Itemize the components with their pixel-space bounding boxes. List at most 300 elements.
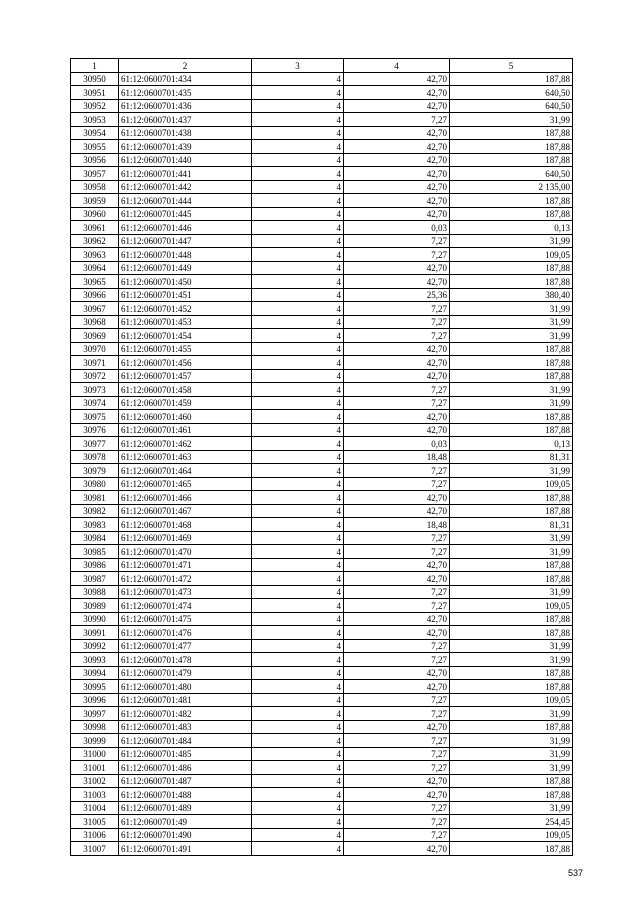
column-3-cell: 4 (252, 572, 344, 586)
page-number: 537 (567, 868, 583, 878)
cadastral-number-cell: 61:12:0600701:436 (119, 99, 252, 113)
cadastral-number-cell: 61:12:0600701:480 (119, 680, 252, 694)
cadastral-number-cell: 61:12:0600701:435 (119, 86, 252, 100)
column-3-cell: 4 (252, 828, 344, 842)
table-row (71, 464, 573, 478)
cadastral-number-cell: 61:12:0600701:469 (119, 531, 252, 545)
row-number-cell: 30989 (71, 599, 119, 613)
cadastral-number-cell: 61:12:0600701:449 (119, 261, 252, 275)
row-number-cell: 30997 (71, 707, 119, 721)
column-3-cell: 4 (252, 261, 344, 275)
row-number-cell: 31000 (71, 747, 119, 761)
column-5-cell: 187,88 (450, 612, 573, 626)
row-number-cell: 30988 (71, 585, 119, 599)
row-number-cell: 30986 (71, 558, 119, 572)
table-row (71, 572, 573, 586)
column-5-cell: 0,13 (450, 221, 573, 235)
column-3-cell: 4 (252, 774, 344, 788)
column-5-cell: 31,99 (450, 707, 573, 721)
table-row (71, 99, 573, 113)
column-4-cell: 42,70 (344, 342, 450, 356)
row-number-cell: 30951 (71, 86, 119, 100)
cadastral-number-cell: 61:12:0600701:468 (119, 518, 252, 532)
cadastral-number-cell: 61:12:0600701:462 (119, 437, 252, 451)
column-5-cell: 31,99 (450, 329, 573, 343)
column-4-cell: 7,27 (344, 707, 450, 721)
column-3-cell: 4 (252, 248, 344, 262)
cadastral-number-cell: 61:12:0600701:434 (119, 72, 252, 86)
row-number-cell: 31004 (71, 801, 119, 815)
table-row (71, 801, 573, 815)
column-3-cell: 4 (252, 815, 344, 829)
cadastral-number-cell: 61:12:0600701:49 (119, 815, 252, 829)
cadastral-number-cell: 61:12:0600701:482 (119, 707, 252, 721)
row-number-cell: 30968 (71, 315, 119, 329)
column-4-cell: 42,70 (344, 788, 450, 802)
column-5-cell: 640,50 (450, 167, 573, 181)
row-number-cell: 30980 (71, 477, 119, 491)
column-4-cell: 7,27 (344, 329, 450, 343)
column-4-cell: 42,70 (344, 275, 450, 289)
cadastral-number-cell: 61:12:0600701:456 (119, 356, 252, 370)
column-4-cell: 42,70 (344, 99, 450, 113)
column-5-cell: 380,40 (450, 288, 573, 302)
row-number-cell: 30984 (71, 531, 119, 545)
column-5-cell: 31,99 (450, 464, 573, 478)
column-5-cell: 31,99 (450, 653, 573, 667)
table-row (71, 680, 573, 694)
table-row (71, 666, 573, 680)
table-row (71, 369, 573, 383)
row-number-cell: 31003 (71, 788, 119, 802)
column-3-cell: 4 (252, 315, 344, 329)
cadastral-number-cell: 61:12:0600701:470 (119, 545, 252, 559)
column-3-cell: 4 (252, 86, 344, 100)
table-row (71, 302, 573, 316)
column-4-cell: 7,27 (344, 234, 450, 248)
column-3-cell: 4 (252, 329, 344, 343)
cadastral-number-cell: 61:12:0600701:455 (119, 342, 252, 356)
cadastral-number-cell: 61:12:0600701:459 (119, 396, 252, 410)
column-3-cell: 4 (252, 288, 344, 302)
column-5-cell: 187,88 (450, 720, 573, 734)
table-row (71, 828, 573, 842)
table-row (71, 72, 573, 86)
column-3-cell: 4 (252, 612, 344, 626)
row-number-cell: 30966 (71, 288, 119, 302)
column-5-cell: 187,88 (450, 558, 573, 572)
row-number-cell: 30950 (71, 72, 119, 86)
column-3-cell: 4 (252, 99, 344, 113)
column-3-cell: 4 (252, 167, 344, 181)
row-number-cell: 30975 (71, 410, 119, 424)
column-4-cell: 42,70 (344, 504, 450, 518)
column-5-cell: 31,99 (450, 747, 573, 761)
cadastral-number-cell: 61:12:0600701:437 (119, 113, 252, 127)
row-number-cell: 30958 (71, 180, 119, 194)
row-number-cell: 30954 (71, 126, 119, 140)
column-3-cell: 4 (252, 518, 344, 532)
cadastral-number-cell: 61:12:0600701:448 (119, 248, 252, 262)
column-3-cell: 4 (252, 788, 344, 802)
column-4-cell: 7,27 (344, 815, 450, 829)
column-3-cell: 4 (252, 653, 344, 667)
column-4-cell: 42,70 (344, 261, 450, 275)
cadastral-number-cell: 61:12:0600701:479 (119, 666, 252, 680)
table-row (71, 842, 573, 856)
column-4-cell: 42,70 (344, 167, 450, 181)
table-row (71, 180, 573, 194)
table-row (71, 734, 573, 748)
table-row (71, 639, 573, 653)
row-number-cell: 30992 (71, 639, 119, 653)
column-3-cell: 4 (252, 639, 344, 653)
column-3-cell: 4 (252, 153, 344, 167)
column-5-cell: 109,05 (450, 828, 573, 842)
cadastral-number-cell: 61:12:0600701:483 (119, 720, 252, 734)
column-3-cell: 4 (252, 126, 344, 140)
column-5-cell: 187,88 (450, 491, 573, 505)
column-4-cell: 7,27 (344, 734, 450, 748)
column-3-cell: 4 (252, 666, 344, 680)
column-4-cell: 42,70 (344, 626, 450, 640)
table-row (71, 450, 573, 464)
table-row (71, 599, 573, 613)
table-row (71, 720, 573, 734)
column-5-cell: 187,88 (450, 680, 573, 694)
column-5-cell: 187,88 (450, 842, 573, 856)
column-4-cell: 7,27 (344, 639, 450, 653)
row-number-cell: 30978 (71, 450, 119, 464)
row-number-cell: 30971 (71, 356, 119, 370)
column-5-cell: 0,13 (450, 437, 573, 451)
column-5-cell: 31,99 (450, 113, 573, 127)
column-4-cell: 0,03 (344, 437, 450, 451)
column-3-cell: 4 (252, 113, 344, 127)
table-row (71, 477, 573, 491)
column-4-cell: 42,70 (344, 180, 450, 194)
column-5-cell: 187,88 (450, 788, 573, 802)
column-4-cell: 7,27 (344, 585, 450, 599)
row-number-cell: 30977 (71, 437, 119, 451)
table-row (71, 234, 573, 248)
cadastral-number-cell: 61:12:0600701:454 (119, 329, 252, 343)
column-5-cell: 187,88 (450, 261, 573, 275)
cadastral-number-cell: 61:12:0600701:451 (119, 288, 252, 302)
table-row (71, 531, 573, 545)
column-4-cell: 42,70 (344, 423, 450, 437)
column-4-cell: 42,70 (344, 86, 450, 100)
column-5-cell: 2 135,00 (450, 180, 573, 194)
table-row (71, 261, 573, 275)
table-row (71, 167, 573, 181)
column-5-cell: 187,88 (450, 774, 573, 788)
table-row (71, 423, 573, 437)
table-row (71, 194, 573, 208)
table-row (71, 518, 573, 532)
column-5-cell: 187,88 (450, 626, 573, 640)
column-4-cell: 42,70 (344, 140, 450, 154)
cadastral-number-cell: 61:12:0600701:445 (119, 207, 252, 221)
table-row (71, 383, 573, 397)
column-3-cell: 4 (252, 842, 344, 856)
column-4-cell: 7,27 (344, 464, 450, 478)
cadastral-number-cell: 61:12:0600701:439 (119, 140, 252, 154)
column-4-cell: 7,27 (344, 248, 450, 262)
table-row (71, 275, 573, 289)
column-5-cell: 31,99 (450, 801, 573, 815)
column-4-cell: 42,70 (344, 720, 450, 734)
column-3-cell: 4 (252, 693, 344, 707)
column-3-cell: 4 (252, 680, 344, 694)
table-row (71, 761, 573, 775)
column-5-cell: 81,31 (450, 450, 573, 464)
column-5-cell: 109,05 (450, 599, 573, 613)
row-number-cell: 30957 (71, 167, 119, 181)
header-cell-4: 4 (344, 59, 450, 73)
cadastral-number-cell: 61:12:0600701:484 (119, 734, 252, 748)
table-row (71, 126, 573, 140)
column-4-cell: 7,27 (344, 828, 450, 842)
cadastral-number-cell: 61:12:0600701:487 (119, 774, 252, 788)
column-4-cell: 7,27 (344, 477, 450, 491)
column-3-cell: 4 (252, 356, 344, 370)
row-number-cell: 30987 (71, 572, 119, 586)
column-3-cell: 4 (252, 626, 344, 640)
column-3-cell: 4 (252, 302, 344, 316)
column-5-cell: 187,88 (450, 356, 573, 370)
cadastral-number-cell: 61:12:0600701:481 (119, 693, 252, 707)
table-row (71, 140, 573, 154)
table-row (71, 815, 573, 829)
column-4-cell: 7,27 (344, 315, 450, 329)
row-number-cell: 30955 (71, 140, 119, 154)
column-5-cell: 187,88 (450, 423, 573, 437)
row-number-cell: 30983 (71, 518, 119, 532)
row-number-cell: 30985 (71, 545, 119, 559)
column-5-cell: 187,88 (450, 410, 573, 424)
table-row (71, 342, 573, 356)
cadastral-number-cell: 61:12:0600701:446 (119, 221, 252, 235)
table-row (71, 437, 573, 451)
column-3-cell: 4 (252, 734, 344, 748)
column-4-cell: 42,70 (344, 356, 450, 370)
column-3-cell: 4 (252, 477, 344, 491)
column-4-cell: 42,70 (344, 572, 450, 586)
row-number-cell: 31005 (71, 815, 119, 829)
column-5-cell: 31,99 (450, 234, 573, 248)
cadastral-number-cell: 61:12:0600701:474 (119, 599, 252, 613)
cadastral-number-cell: 61:12:0600701:490 (119, 828, 252, 842)
table-row (71, 504, 573, 518)
column-5-cell: 109,05 (450, 477, 573, 491)
table-row (71, 329, 573, 343)
row-number-cell: 30999 (71, 734, 119, 748)
column-3-cell: 4 (252, 599, 344, 613)
table-row (71, 693, 573, 707)
row-number-cell: 30965 (71, 275, 119, 289)
table-row (71, 774, 573, 788)
column-3-cell: 4 (252, 423, 344, 437)
row-number-cell: 31007 (71, 842, 119, 856)
column-3-cell: 4 (252, 194, 344, 208)
cadastral-number-cell: 61:12:0600701:477 (119, 639, 252, 653)
header-cell-2: 2 (119, 59, 252, 73)
column-5-cell: 187,88 (450, 140, 573, 154)
column-5-cell: 31,99 (450, 545, 573, 559)
column-4-cell: 42,70 (344, 680, 450, 694)
row-number-cell: 30981 (71, 491, 119, 505)
column-5-cell: 187,88 (450, 126, 573, 140)
column-3-cell: 4 (252, 801, 344, 815)
table-body (71, 72, 573, 855)
table-row (71, 207, 573, 221)
table-row (71, 707, 573, 721)
cadastral-number-cell: 61:12:0600701:472 (119, 572, 252, 586)
column-3-cell: 4 (252, 396, 344, 410)
table-row (71, 288, 573, 302)
row-number-cell: 30998 (71, 720, 119, 734)
cadastral-number-cell: 61:12:0600701:475 (119, 612, 252, 626)
column-3-cell: 4 (252, 761, 344, 775)
column-5-cell: 187,88 (450, 207, 573, 221)
column-3-cell: 4 (252, 369, 344, 383)
column-4-cell: 42,70 (344, 612, 450, 626)
cadastral-number-cell: 61:12:0600701:464 (119, 464, 252, 478)
row-number-cell: 30982 (71, 504, 119, 518)
column-4-cell: 42,70 (344, 126, 450, 140)
column-5-cell: 81,31 (450, 518, 573, 532)
column-3-cell: 4 (252, 747, 344, 761)
cadastral-number-cell: 61:12:0600701:461 (119, 423, 252, 437)
column-3-cell: 4 (252, 450, 344, 464)
column-5-cell: 31,99 (450, 734, 573, 748)
cadastral-number-cell: 61:12:0600701:444 (119, 194, 252, 208)
column-5-cell: 187,88 (450, 666, 573, 680)
column-4-cell: 7,27 (344, 113, 450, 127)
cadastral-number-cell: 61:12:0600701:473 (119, 585, 252, 599)
cadastral-number-cell: 61:12:0600701:452 (119, 302, 252, 316)
table-row (71, 248, 573, 262)
row-number-cell: 30973 (71, 383, 119, 397)
column-5-cell: 187,88 (450, 275, 573, 289)
column-5-cell: 109,05 (450, 248, 573, 262)
cadastral-number-cell: 61:12:0600701:485 (119, 747, 252, 761)
column-4-cell: 42,70 (344, 369, 450, 383)
cadastral-number-cell: 61:12:0600701:463 (119, 450, 252, 464)
cadastral-number-cell: 61:12:0600701:447 (119, 234, 252, 248)
column-4-cell: 42,70 (344, 491, 450, 505)
table-row (71, 396, 573, 410)
column-3-cell: 4 (252, 180, 344, 194)
column-3-cell: 4 (252, 234, 344, 248)
row-number-cell: 30969 (71, 329, 119, 343)
column-4-cell: 7,27 (344, 747, 450, 761)
column-4-cell: 25,36 (344, 288, 450, 302)
column-3-cell: 4 (252, 531, 344, 545)
table-row (71, 356, 573, 370)
table-row (71, 585, 573, 599)
column-3-cell: 4 (252, 545, 344, 559)
row-number-cell: 31006 (71, 828, 119, 842)
table-header-row (71, 59, 573, 73)
cadastral-number-cell: 61:12:0600701:471 (119, 558, 252, 572)
row-number-cell: 30991 (71, 626, 119, 640)
table-row (71, 410, 573, 424)
row-number-cell: 30995 (71, 680, 119, 694)
column-5-cell: 31,99 (450, 761, 573, 775)
row-number-cell: 30962 (71, 234, 119, 248)
column-3-cell: 4 (252, 464, 344, 478)
column-3-cell: 4 (252, 72, 344, 86)
row-number-cell: 30970 (71, 342, 119, 356)
column-5-cell: 31,99 (450, 302, 573, 316)
row-number-cell: 30994 (71, 666, 119, 680)
column-4-cell: 7,27 (344, 302, 450, 316)
cadastral-number-cell: 61:12:0600701:467 (119, 504, 252, 518)
column-4-cell: 7,27 (344, 396, 450, 410)
row-number-cell: 30996 (71, 693, 119, 707)
column-5-cell: 640,50 (450, 99, 573, 113)
column-3-cell: 4 (252, 720, 344, 734)
column-5-cell: 187,88 (450, 369, 573, 383)
column-4-cell: 7,27 (344, 545, 450, 559)
column-5-cell: 640,50 (450, 86, 573, 100)
cadastral-number-cell: 61:12:0600701:460 (119, 410, 252, 424)
cadastral-number-cell: 61:12:0600701:450 (119, 275, 252, 289)
row-number-cell: 30952 (71, 99, 119, 113)
cadastral-number-cell: 61:12:0600701:441 (119, 167, 252, 181)
column-4-cell: 0,03 (344, 221, 450, 235)
column-3-cell: 4 (252, 342, 344, 356)
column-5-cell: 187,88 (450, 72, 573, 86)
column-5-cell: 31,99 (450, 585, 573, 599)
row-number-cell: 30990 (71, 612, 119, 626)
row-number-cell: 30967 (71, 302, 119, 316)
row-number-cell: 31001 (71, 761, 119, 775)
column-3-cell: 4 (252, 558, 344, 572)
column-3-cell: 4 (252, 275, 344, 289)
row-number-cell: 30964 (71, 261, 119, 275)
table-row (71, 747, 573, 761)
cadastral-number-cell: 61:12:0600701:478 (119, 653, 252, 667)
cadastral-number-cell: 61:12:0600701:458 (119, 383, 252, 397)
column-4-cell: 42,70 (344, 666, 450, 680)
column-4-cell: 42,70 (344, 72, 450, 86)
column-4-cell: 42,70 (344, 153, 450, 167)
column-4-cell: 7,27 (344, 383, 450, 397)
column-4-cell: 42,70 (344, 842, 450, 856)
column-5-cell: 31,99 (450, 531, 573, 545)
table-row (71, 153, 573, 167)
column-5-cell: 187,88 (450, 572, 573, 586)
cadastral-number-cell: 61:12:0600701:476 (119, 626, 252, 640)
row-number-cell: 30976 (71, 423, 119, 437)
row-number-cell: 30993 (71, 653, 119, 667)
column-3-cell: 4 (252, 140, 344, 154)
column-5-cell: 31,99 (450, 315, 573, 329)
cadastral-number-cell: 61:12:0600701:466 (119, 491, 252, 505)
cadastral-number-cell: 61:12:0600701:440 (119, 153, 252, 167)
column-5-cell: 187,88 (450, 342, 573, 356)
column-4-cell: 7,27 (344, 531, 450, 545)
column-3-cell: 4 (252, 383, 344, 397)
table-row (71, 221, 573, 235)
column-4-cell: 42,70 (344, 207, 450, 221)
column-3-cell: 4 (252, 585, 344, 599)
column-3-cell: 4 (252, 207, 344, 221)
table-row (71, 86, 573, 100)
